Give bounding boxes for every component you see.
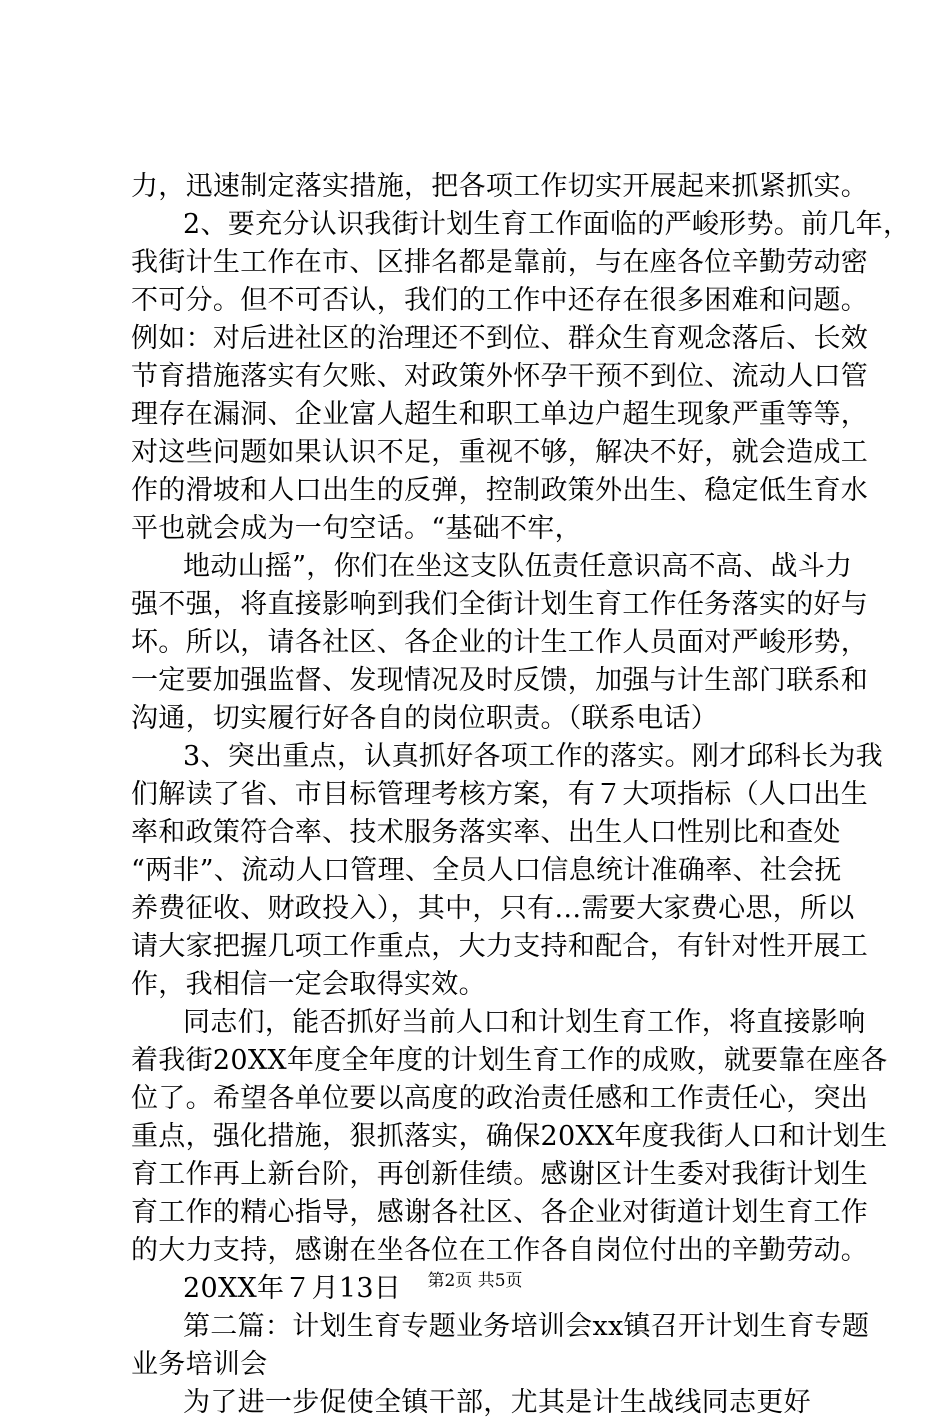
text-line: 沟通，切实履行好各自的岗位职责。（联系电话） (131, 703, 719, 734)
text-line: 20XX年７月13日 (183, 1273, 402, 1304)
text-line: 地动山摇”，你们在坐这支队伍责任意识高不高、战斗力 (183, 551, 853, 582)
text-line: 作，我相信一定会取得实效。 (131, 969, 486, 1000)
text-line: 育工作再上新台阶，再创新佳绩。感谢区计生委对我街计划生 (131, 1159, 869, 1190)
document-body (131, 168, 911, 1422)
text-line: 2、要充分认识我街计划生育工作面临的严峻形势。前几年， (183, 209, 911, 240)
text-line: 着我街20XX年度全年度的计划生育工作的成败，就要靠在座各 (131, 1045, 888, 1076)
text-line: 对这些问题如果认识不足，重视不够，解决不好，就会造成工 (131, 437, 869, 468)
page-number-footer: 第2页 共5页 (427, 1271, 523, 1291)
text-line: 育工作的精心指导，感谢各社区、各企业对街道计划生育工作 (131, 1197, 869, 1228)
text-line: 率和政策符合率、技术服务落实率、出生人口性别比和查处 (131, 817, 841, 848)
text-line: 们解读了省、市目标管理考核方案，有７大项指标（人口出生 (131, 779, 869, 810)
text-line: 例如：对后进社区的治理还不到位、群众生育观念落后、长效 (131, 323, 869, 354)
text-line: 业务培训会 (131, 1349, 268, 1380)
text-line: 同志们，能否抓好当前人口和计划生育工作，将直接影响 (183, 1007, 866, 1038)
text-line: 节育措施落实有欠账、对政策外怀孕干预不到位、流动人口管 (131, 361, 869, 392)
text-line: 理存在漏洞、企业富人超生和职工单边户超生现象严重等等， (131, 399, 869, 430)
text-line: 的大力支持，感谢在坐各位在工作各自岗位付出的辛勤劳动。 (131, 1235, 869, 1266)
text-line: 坏。所以，请各社区、各企业的计生工作人员面对严峻形势， (131, 627, 869, 658)
text-line: 养费征收、财政投入），其中，只有…需要大家费心思，所以 (131, 893, 855, 924)
text-line: 力，迅速制定落实措施，把各项工作切实开展起来抓紧抓实。 (131, 171, 869, 202)
text-line: 3、突出重点，认真抓好各项工作的落实。刚才邱科长为我 (183, 741, 883, 772)
text-line: 位了。希望各单位要以高度的政治责任感和工作责任心，突出 (131, 1083, 869, 1114)
text-line: 不可分。但不可否认，我们的工作中还存在很多困难和问题。 (131, 285, 869, 316)
text-line: 强不强，将直接影响到我们全街计划生育工作任务落实的好与 (131, 589, 869, 620)
text-line: 第二篇：计划生育专题业务培训会xx镇召开计划生育专题 (183, 1311, 870, 1342)
text-line: 一定要加强监督、发现情况及时反馈，加强与计生部门联系和 (131, 665, 869, 696)
text-line: “两非”、流动人口管理、全员人口信息统计准确率、社会抚 (131, 855, 842, 886)
text-line: 平也就会成为一句空话。“基础不牢， (131, 513, 582, 544)
text-line: 为了进一步促使全镇干部，尤其是计生战线同志更好 (183, 1387, 811, 1418)
text-line: 重点，强化措施，狠抓落实，确保20XX年度我街人口和计划生 (131, 1121, 888, 1152)
text-line: 作的滑坡和人口出生的反弹，控制政策外出生、稳定低生育水 (131, 475, 869, 506)
text-line: 我街计生工作在市、区排名都是靠前，与在座各位辛勤劳动密 (131, 247, 869, 278)
text-line: 请大家把握几项工作重点，大力支持和配合，有针对性开展工 (131, 931, 869, 962)
